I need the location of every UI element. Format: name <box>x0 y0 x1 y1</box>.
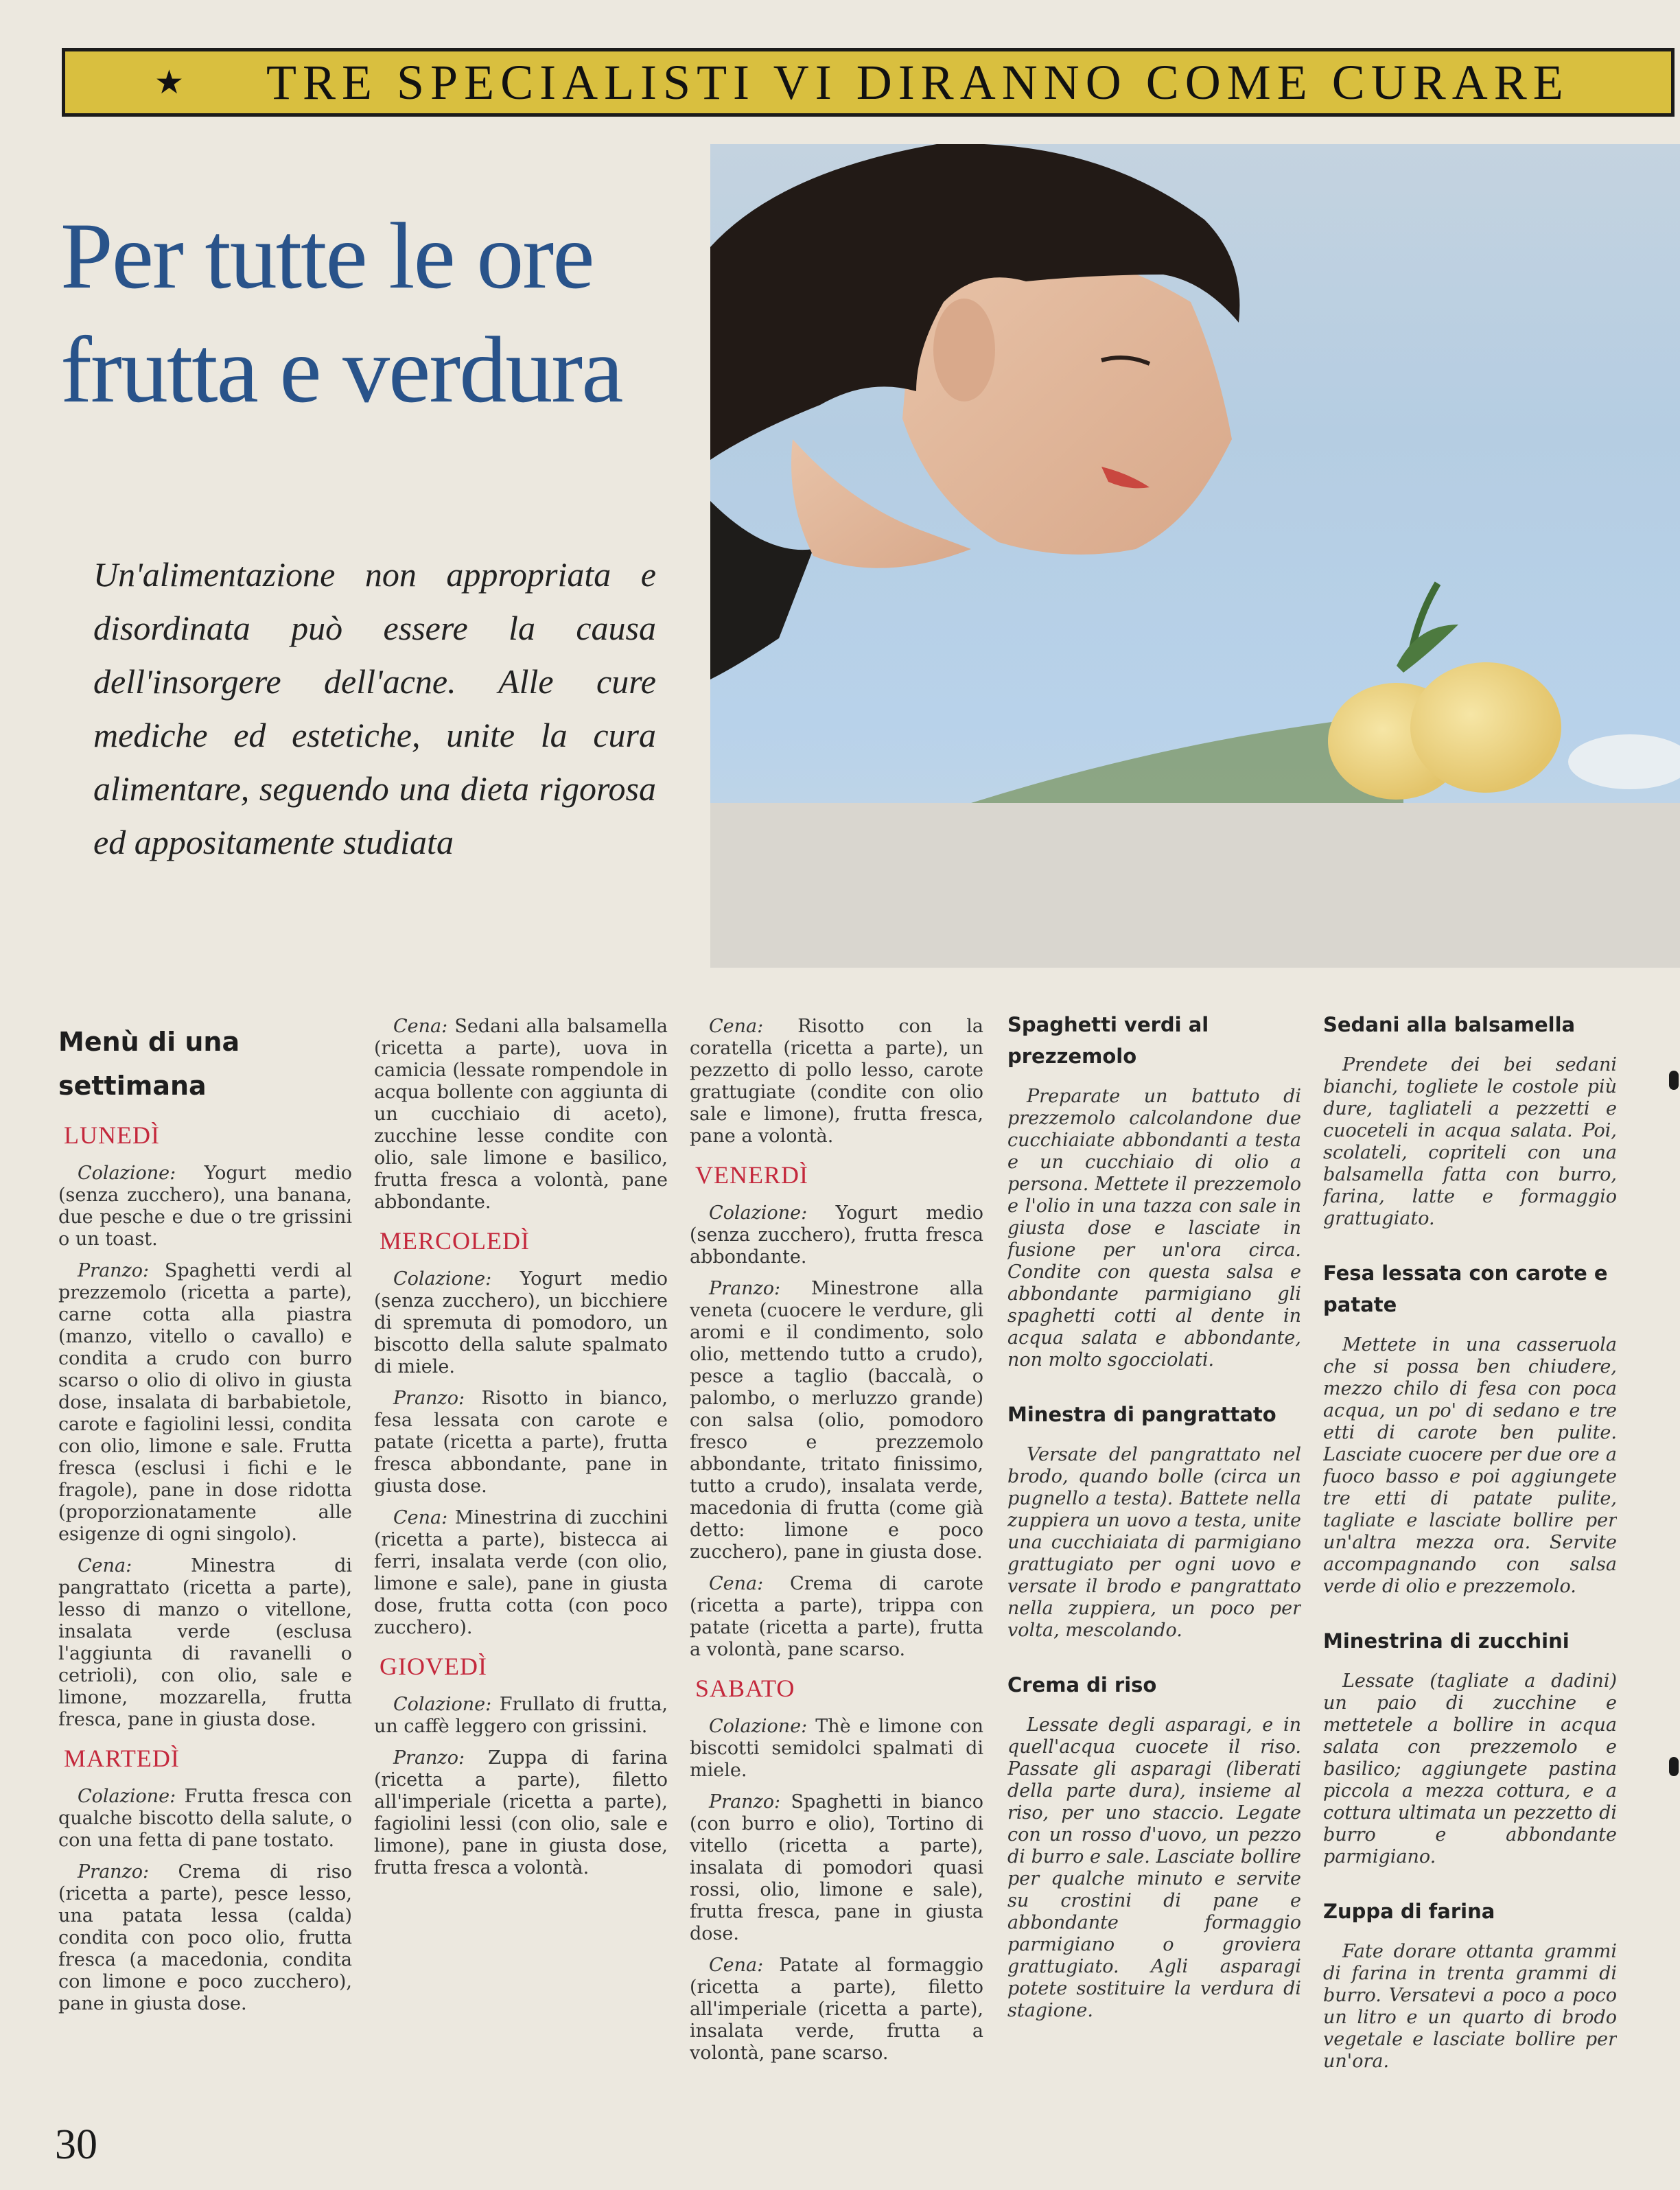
headline-line-2: frutta e verdura <box>60 316 622 422</box>
recipe-title-farina: Zuppa di farina <box>1323 1900 1495 1923</box>
recipe-text-farina: Fate dorare ottanta grammi di farina in trenta grammi di burro. Versatevi a poco a poco un litro e un quarto di brodo vegetale e lasciate bollire per un'ora. <box>1323 1941 1617 2072</box>
menu-column-1 <box>58 1016 352 2086</box>
thursday-cena: Cena: Risotto con la coratella (ricetta a parte), un pezzetto di pollo lesso, carote grattugiate (condite con olio sale e limone), frutta fresca, pane a volontà. <box>690 1016 983 1147</box>
recipe-text-pangrattato: Versate del pangrattato nel brodo, quando bolle (circa un pugnello a testa). Battete nella zuppiera un uovo a testa, unite una cucchiaiata di parmigiano grattugiato per ogni uovo e versate il brodo e pangrattato nella zuppiera, un poco per volta, mescolando. <box>1007 1444 1301 1641</box>
menu-title: Menù di una settimana <box>58 1027 240 1101</box>
menu-column-3 <box>690 1016 983 2086</box>
banner-title: TRE SPECIALISTI VI DIRANNO COME CURARE <box>266 54 1570 110</box>
recipe-text-zucchini: Lessate (tagliate a dadini) un paio di zucchine e mettetele a bollire in acqua salata con prezzemolo e basilico; aggiungete pastina piccola a mezza cottura, e a cottura ultimata un pezzetto di burro e abbondante parmigiano. <box>1323 1670 1617 1867</box>
thursday-colazione: Colazione: Frullato di frutta, un caffè leggero con grissini. <box>374 1694 668 1737</box>
friday-colazione: Colazione: Yogurt medio (senza zucchero), frutta fresca abbondante. <box>690 1202 983 1268</box>
recipe-title-pangrattato: Minestra di pangrattato <box>1007 1403 1276 1426</box>
recipe-column-2 <box>1323 1009 1617 2080</box>
wednesday-cena: Cena: Minestrina di zucchini (ricetta a parte), bistecca ai ferri, insalata verde (con olio, limone e sale), pane in giusta dose, frutta cotta (con poco zucchero). <box>374 1507 668 1638</box>
friday-pranzo: Pranzo: Minestrone alla veneta (cuocere le verdure, gli aromi e il condimento, solo olio, mettendo tutto a crudo), pesce a taglio (baccalà, o palombo, o merluzzo grande) con salsa (olio, pomodoro fresco e prezzemolo abbondante, tritato finissimo, tutto a crudo), insalata verde, macedonia di frutta (come già detto: limone e poco zucchero), pane in giusta dose. <box>690 1278 983 1563</box>
day-heading-saturday: SABATO <box>695 1675 795 1702</box>
woman-profile-icon <box>710 144 1680 968</box>
wednesday-colazione: Colazione: Yogurt medio (senza zucchero), un bicchiere di spremuta di pomodoro, un biscotto della salute spalmato di miele. <box>374 1268 668 1377</box>
recipe-text-sedani: Prendete dei bei sedani bianchi, togliete le costole più dure, tagliateli a pezzetti e cuoceteli in acqua salata. Poi, scolateli, copriteli con una balsamella fatta con burro, farina, latte e formaggio grattugiato. <box>1323 1054 1617 1229</box>
binding-hole-icon <box>1669 1071 1679 1090</box>
monday-colazione: Colazione: Yogurt medio (senza zucchero), una banana, due pesche e due o tre grissini o un toast. <box>58 1163 352 1250</box>
day-heading-monday: LUNEDÌ <box>64 1121 160 1149</box>
saturday-colazione: Colazione: Thè e limone con biscotti semidolci spalmati di miele. <box>690 1716 983 1781</box>
recipe-title-sedani: Sedani alla balsamella <box>1323 1013 1576 1036</box>
recipe-title-spaghetti: Spaghetti verdi al prezzemolo <box>1007 1013 1209 1068</box>
saturday-cena: Cena: Patate al formaggio (ricetta a parte), filetto all'imperiale (ricetta a parte), insalata verde, frutta a volontà, pane scarso. <box>690 1955 983 2064</box>
recipe-title-zucchini: Minestrina di zucchini <box>1323 1629 1570 1653</box>
menu-column-2 <box>374 1016 668 2086</box>
recipe-title-fesa: Fesa lessata con carote e patate <box>1323 1261 1608 1316</box>
wednesday-pranzo: Pranzo: Risotto in bianco, fesa lessata con carote e patate (ricetta a parte), frutta fresca abbondante, pane in giusta dose. <box>374 1388 668 1497</box>
monday-pranzo: Pranzo: Spaghetti verdi al prezzemolo (ricetta a parte), carne cotta alla piastra (manzo, vitello o cavallo) e condita a crudo con burro scarso o olio di olivo in giusta dose, insalata di barbabietole, carote e fagiolini lessi, condita con olio, limone e sale. Frutta fresca (esclusi i fichi e le fragole), pane in dose ridotta (proporzionatamente alle esigenze di ogni singolo). <box>58 1260 352 1545</box>
article-headline <box>60 199 705 426</box>
day-heading-thursday: GIOVEDÌ <box>380 1653 487 1680</box>
binding-hole-icon <box>1669 1757 1679 1776</box>
headline-line-1: Per tutte le ore <box>60 203 594 308</box>
friday-cena: Cena: Crema di carote (ricetta a parte), trippa con patate (ricetta a parte), frutta a volontà, pane scarso. <box>690 1573 983 1660</box>
recipe-text-riso: Lessate degli asparagi, e in quell'acqua cuocete il riso. Passate gli asparagi (liberati della parte dura), insieme al riso, per uno staccio. Legate con un rosso d'uovo, un pezzo di burro e sale. Lasciate bollire per qualche minuto e servite su crostini di pane e abbondante formaggio parmigiano o groviera grattugiato. Agli asparagi potete sostituire la verdura di stagione. <box>1007 1714 1301 2021</box>
day-heading-tuesday: MARTEDÌ <box>64 1745 180 1772</box>
tuesday-cena: Cena: Sedani alla balsamella (ricetta a parte), uova in camicia (lessate rompendole in acqua bollente con aggiunta di un cucchiaio di aceto), zucchine lesse condite con olio, sale limone e basilico, frutta fresca a volontà, pane abbondante. <box>374 1016 668 1213</box>
tuesday-pranzo: Pranzo: Crema di riso (ricetta a parte), pesce lesso, una patata lessa (calda) condita con poco olio, frutta fresca (a macedonia, condita con limone e poco zucchero), pane in giusta dose. <box>58 1861 352 2014</box>
saturday-pranzo: Pranzo: Spaghetti in bianco (con burro e olio), Tortino di vitello (ricetta a parte), insalata di pomodori quasi rossi, olio, limone e sale), frutta fresca, pane in giusta dose. <box>690 1791 983 1944</box>
day-heading-friday: VENERDÌ <box>695 1161 808 1189</box>
recipe-title-riso: Crema di riso <box>1007 1673 1157 1697</box>
woman-profile-photo <box>710 144 1680 968</box>
thursday-pranzo: Pranzo: Zuppa di farina (ricetta a parte), filetto all'imperiale (ricetta a parte), fagiolini lessi (con olio, sale e limone), pane in giusta dose, frutta fresca a volontà. <box>374 1747 668 1878</box>
page-number: 30 <box>55 2121 97 2168</box>
recipe-text-spaghetti: Preparate un battuto di prezzemolo calcolandone due cucchiaiate abbondanti a testa e un cucchiaio di olio a persona. Mettete il prezzemolo e l'olio in una tazza con sale in giusta dose e lasciate in fusione per un'ora circa. Condite con questa salsa e abbondante parmigiano gli spaghetti cotti al dente in acqua salata e abbondante, non molto sgocciolati. <box>1007 1086 1301 1371</box>
tuesday-colazione: Colazione: Frutta fresca con qualche biscotto della salute, o con una fetta di pane tostato. <box>58 1786 352 1851</box>
monday-cena: Cena: Minestra di pangrattato (ricetta a parte), lesso di manzo o vitellone, insalata verde (esclusa l'aggiunta di ravanelli o cetrioli), con olio, sale e limone, mozzarella, frutta fresca, pane in giusta dose. <box>58 1555 352 1730</box>
star-icon: ★ <box>154 63 185 102</box>
recipe-text-fesa: Mettete in una casseruola che si possa ben chiudere, mezzo chilo di fesa con poca acqua, un po' di sedano e tre etti di carote ben pulite. Lasciate cuocere per due ore a fuoco basso e poi aggiungete tre etti di patate pulite, tagliate e lasciate bollire per un'altra mezza ora. Servite accompagnando con salsa verde di olio e prezzemolo. <box>1323 1334 1617 1597</box>
article-intro: Un'alimentazione non appropriata e disordinata può essere la causa dell'insorgere dell'acne. Alle cure mediche ed estetiche, unite la cura alimentare, seguendo una dieta rigorosa ed appositamente studiata <box>93 555 656 861</box>
day-heading-wednesday: MERCOLEDÌ <box>380 1227 530 1255</box>
section-banner <box>62 48 1675 117</box>
recipe-column-1 <box>1007 1009 1301 2080</box>
